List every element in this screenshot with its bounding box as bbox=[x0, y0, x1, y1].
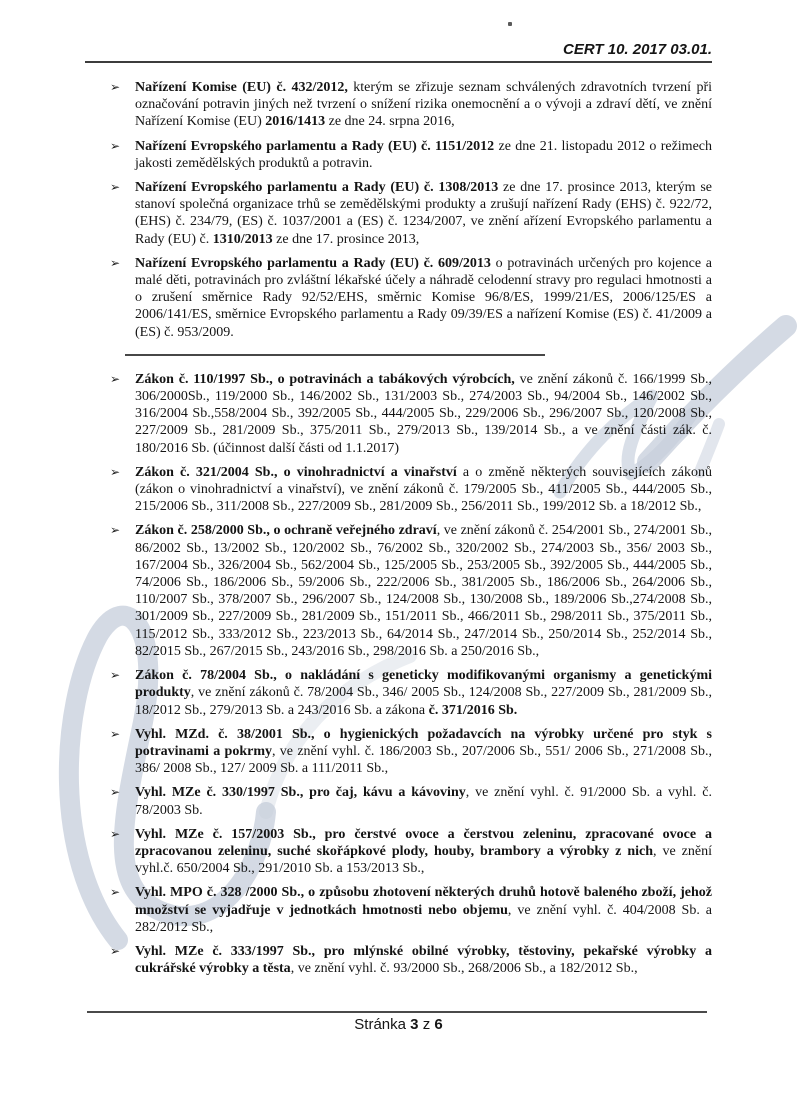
page-number-label bbox=[85, 1016, 712, 1033]
law-title-bold: Vyhl. MZe č. 333/1997 Sb., pro mlýnské obilné výrobky, těstoviny, pekařské výrobky a cukrářské výrobky a těsta bbox=[135, 943, 712, 977]
law-title-bold: 1310/2013 bbox=[212, 231, 273, 247]
law-amendments-text: ze dne 17. prosince 2013, bbox=[272, 231, 420, 247]
list-item bbox=[85, 464, 712, 516]
law-title-bold: Nařízení Komise (EU) č. 432/2012, bbox=[135, 80, 348, 95]
section-national-laws bbox=[85, 371, 712, 978]
law-title-bold: Vyhl. MZe č. 157/2003 Sb., pro čerstvé ovoce a čerstvou zeleninu, zpracované ovoce a zpracovanou zeleninu, suché skořápkové plody, houby, brambory a výrobky z nich bbox=[135, 826, 712, 859]
bullet-arrow-icon: ➢ bbox=[110, 885, 121, 900]
bullet-arrow-icon: ➢ bbox=[110, 826, 121, 841]
law-title-bold: Vyhl. MPO č. 328 /2000 Sb., o způsobu zhotovení některých druhů hotově baleného zboží, jehož množství se vyjadřuje v jednotkách hmotnosti nebo objemu bbox=[135, 885, 712, 918]
law-amendments-text: ve znění zákonů č. 166/1999 Sb., 306/2000Sb., 119/2000 Sb., 146/2002 Sb., 131/2003 Sb., 274/2003 Sb., 94/2004 Sb., 146/2002 Sb., 316/2004 Sb.,558/2004 Sb., 392/2005 Sb., 444/2005 Sb., 229/2006 Sb., 296/2007 Sb., 120/2008 Sb., 227/2009 Sb., 281/2009 Sb., 375/2011 Sb., 279/2013 Sb., 139/2014 Sb., a ve znění části zák. č. 180/2016 Sb. (účinnost další části od 1.1.2017) bbox=[135, 371, 712, 456]
list-item bbox=[85, 826, 712, 878]
list-item bbox=[85, 371, 712, 457]
law-title-bold: Vyhl. MZd. č. 38/2001 Sb., o hygienických požadavcích na výrobky určené pro styk s potravinami a pokrmy bbox=[135, 726, 712, 759]
footer-page-total: 6 bbox=[434, 1016, 443, 1033]
bullet-arrow-icon: ➢ bbox=[110, 785, 121, 800]
regulation-list bbox=[85, 79, 712, 984]
list-item bbox=[85, 726, 712, 778]
footer-page-number: 3 bbox=[410, 1016, 419, 1033]
law-amendments-text: kterým se zřizuje seznam schválených zdravotních tvrzení při označování potravin jiných než tvrzení o snížení rizika onemocnění a o vývoji a zdraví dětí, ve znění Nařízení Komise (EU) bbox=[135, 80, 713, 130]
list-item bbox=[85, 667, 712, 719]
law-amendments-text: o potravinách určených pro kojence a malé děti, potravinách pro zvláštní lékařské účely a náhradě celodenní stravy pro regulaci hmotnosti a o zrušení směrnice Rady 92/52/EHS, směrnic Komise 96/8/ES, 1999/21/ES, 2006/125/ES a 2006/141/ES, směrnice Evropského parlamentu a Rady 09/39/ES a nařízení Komise (ES) č. 41/2009 a (ES) č. 953/2009. bbox=[135, 255, 712, 340]
law-amendments-text: , ve znění vyhl. č. 404/2008 Sb. a 282/2012 Sb., bbox=[135, 902, 712, 935]
law-amendments-text: ze dne 21. listopadu 2012 o režimech jakosti zemědělských produktů a potravin. bbox=[135, 138, 712, 171]
list-item bbox=[85, 884, 712, 936]
bullet-arrow-icon: ➢ bbox=[110, 138, 121, 153]
law-amendments-text: , ve znění zákonů č. 254/2001 Sb., 274/2001 Sb., 86/2002 Sb., 13/2002 Sb., 120/2002 Sb., 76/2002 Sb., 320/2002 Sb., 274/2003 Sb., 356/ 2003 Sb., 167/2004 Sb., 326/2004 Sb., 562/2004 Sb., 125/2005 Sb., 253/2005 Sb., 392/2005 Sb., 444/2005 Sb., 74/2006 Sb., 186/2006 Sb., 59/2006 Sb., 222/2006 Sb., 381/2005 Sb., 186/2006 Sb., 264/2006 Sb., 110/2007 Sb., 378/2007 Sb., 296/2007 Sb., 124/2008 Sb., 130/2008 Sb., 189/2006 Sb.,274/2008 Sb., 301/2009 Sb., 227/2009 Sb., 281/2009 Sb., 151/2011 Sb., 466/2011 Sb., 298/2011 Sb., 375/2011 Sb., 115/2012 Sb., 333/2012 Sb., 223/2013 Sb., 64/2014 Sb., 247/2014 Sb., 250/2014 Sb., 252/2014 Sb., 82/2015 Sb., 267/2015 Sb., 243/2016 Sb., 298/2016 Sb. a 250/2016 Sb., bbox=[135, 523, 712, 659]
bullet-arrow-icon: ➢ bbox=[110, 255, 121, 270]
bullet-arrow-icon: ➢ bbox=[110, 523, 121, 538]
law-title-bold: Nařízení Evropského parlamentu a Rady (EU) č. 1151/2012 bbox=[135, 138, 495, 154]
list-item bbox=[85, 138, 712, 172]
bullet-arrow-icon: ➢ bbox=[110, 180, 121, 195]
doc-code: CERT 10. 2017 03.01. bbox=[563, 41, 712, 58]
law-title-bold: Vyhl. MZe č. 330/1997 Sb., pro čaj, kávu a kávoviny bbox=[135, 785, 466, 801]
law-title-bold: Zákon č. 321/2004 Sb., o vinohradnictví a vinařství bbox=[135, 464, 457, 480]
list-item bbox=[85, 943, 712, 977]
bullet-arrow-icon: ➢ bbox=[110, 668, 121, 683]
bullet-arrow-icon: ➢ bbox=[110, 726, 121, 741]
bullet-arrow-icon: ➢ bbox=[110, 464, 121, 479]
bullet-arrow-icon: ➢ bbox=[110, 943, 121, 958]
section-eu-regulations bbox=[85, 79, 712, 341]
section-divider bbox=[125, 354, 545, 356]
law-amendments-text: , ve znění vyhl. č. 91/2000 Sb. a vyhl. č. 78/2003 Sb. bbox=[135, 785, 712, 818]
bullet-arrow-icon: ➢ bbox=[110, 80, 121, 94]
law-amendments-text: , ve znění vyhl. č. 186/2003 Sb., 207/2006 Sb., 551/ 2006 Sb., 271/2008 Sb., 386/ 2008 Sb., 127/ 2009 Sb. a 111/2011 Sb., bbox=[135, 743, 712, 777]
header-rule bbox=[85, 61, 712, 63]
law-amendments-text: , ve znění vyhl.č. 650/2004 Sb., 291/2010 Sb. a 153/2013 Sb., bbox=[135, 843, 713, 877]
list-item bbox=[85, 522, 712, 660]
bullet-arrow-icon: ➢ bbox=[110, 371, 121, 386]
footer-word-stranka: Stránka bbox=[354, 1016, 406, 1033]
law-amendments-text: ze dne 17. prosince 2013, kterým se stanoví společná organizace trhů se zemědělskými produkty a zrušují nařízení Rady (EHS) č. 922/72, (EHS) č. 234/79, (ES) č. 1037/2001 a (ES) č. 1234/2007, ve znění ařízení Evropského parlamentu a Rady (EU) č. bbox=[135, 180, 712, 247]
law-amendments-text: a o změně některých souvisejících zákonů (zákon o vinohradnictví a vinařství), ve znění zákonů č. 179/2005 Sb., 411/2005 Sb., 444/2005 Sb., 215/2006 Sb., 311/2008 Sb., 227/2009 Sb., 281/2009 Sb., 256/2011 Sb., 199/2012 Sb. a 18/2012 Sb., bbox=[135, 464, 712, 515]
law-title-bold: 2016/1413 bbox=[265, 114, 326, 130]
law-title-bold: Zákon č. 78/2004 Sb., o nakládání s geneticky modifikovanými organismy a genetickými produkty bbox=[135, 668, 712, 701]
law-title-bold: Zákon č. 110/1997 Sb., o potravinách a tabákových výrobcích, bbox=[135, 371, 515, 387]
law-amendments-text: , ve znění vyhl. č. 93/2000 Sb., 268/2006 Sb., a 182/2012 Sb., bbox=[290, 961, 638, 977]
law-title-bold: č. 371/2016 Sb. bbox=[428, 702, 518, 718]
law-title-bold: Zákon č. 258/2000 Sb., o ochraně veřejného zdraví bbox=[135, 523, 437, 539]
list-item bbox=[85, 79, 712, 131]
law-title-bold: Nařízení Evropského parlamentu a Rady (EU) č. 1308/2013 bbox=[135, 180, 499, 196]
scan-artifact-dot bbox=[508, 22, 512, 26]
footer-rule bbox=[87, 1011, 707, 1013]
law-title-bold: Nařízení Evropského parlamentu a Rady (EU) č. 609/2013 bbox=[135, 255, 491, 271]
list-item bbox=[85, 179, 712, 248]
law-amendments-text: ze dne 24. srpna 2016, bbox=[325, 114, 455, 130]
law-amendments-text: , ve znění zákonů č. 78/2004 Sb., 346/ 2005 Sb., 124/2008 Sb., 227/2009 Sb., 281/2009 Sb., 18/2012 Sb., 279/2013 Sb. a 243/2016 Sb. a zákona bbox=[135, 685, 712, 718]
list-item bbox=[85, 784, 712, 818]
footer-word-z: z bbox=[422, 1016, 431, 1033]
list-item bbox=[85, 255, 712, 341]
